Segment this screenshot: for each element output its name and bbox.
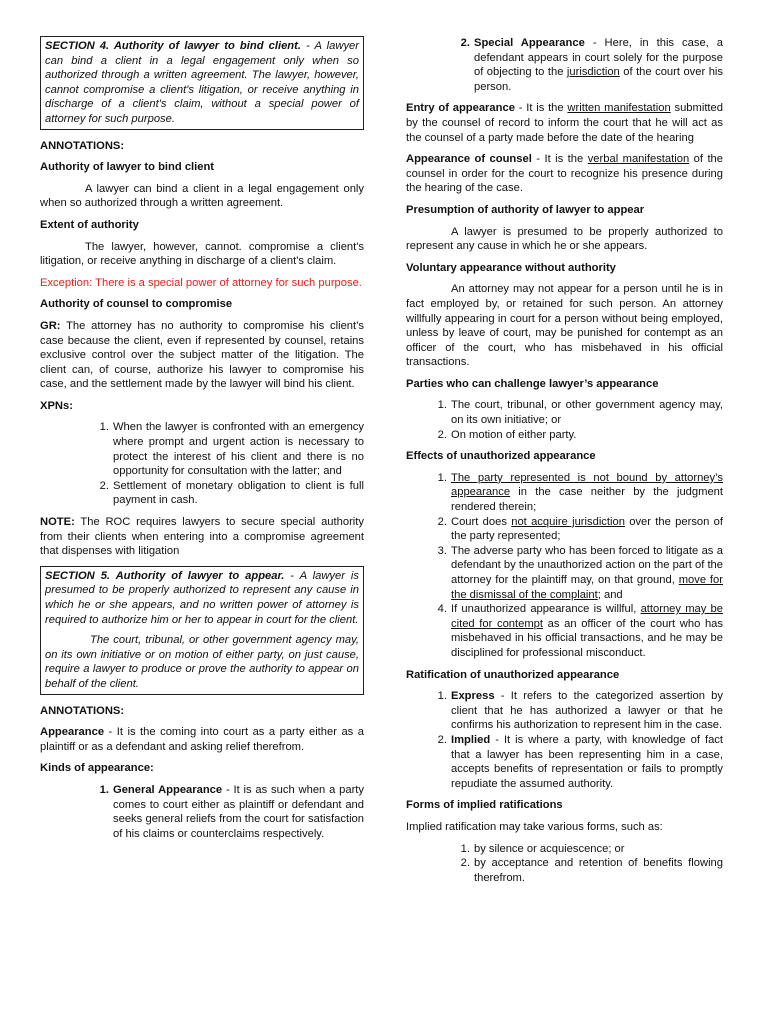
kinds-list-continued	[460, 36, 723, 94]
section-4-box	[40, 36, 364, 130]
heading-extent: Extent of authority	[40, 218, 139, 231]
list-item	[437, 471, 723, 515]
list-number: 1.	[99, 783, 109, 796]
heading-kinds: Kinds of appearance:	[40, 762, 154, 775]
kind-label: Special Appearance	[474, 37, 585, 49]
heading-parties: Parties who can challenge lawyer’s appearance	[406, 377, 659, 390]
heading-voluntary: Voluntary appearance without authority	[406, 261, 616, 274]
list-underlined: move for the dismissal of the complaint	[451, 574, 723, 601]
gr-text: The attorney has no authority to compromise his client’s case because the client, even if represented by counsel, retains exclusive control over the subject matter of the litigation. The client can, of course, authorize his lawyer to compromise his case, and the settlement made by the lawyer will bind his client.	[40, 319, 364, 391]
parties-list	[437, 398, 723, 442]
aoc-underlined: verbal manifestation	[587, 153, 690, 166]
list-item	[460, 856, 723, 885]
appearance-label: Appearance	[40, 726, 105, 739]
ratification-text: - It refers to the categorized assertion by client that he has authorized a lawyer or that he confirms his authorization to represent him in the case.	[451, 690, 723, 732]
ratification-label: Implied	[451, 733, 491, 746]
aoc-paragraph	[406, 152, 723, 196]
list-text: The adverse party who has been forced to litigate as a defendant by the unauthorized action on the part of the attorney for the plaintiff may, on that ground,	[451, 544, 723, 586]
list-number: 1.	[437, 471, 447, 484]
forms-list	[460, 842, 723, 886]
gr-label: GR:	[40, 319, 61, 332]
entry-text-end: submitted by the counsel of record to inform the court that he will act as the counsel of a party made before the date of the hearing	[406, 102, 723, 144]
list-item	[437, 733, 723, 791]
right-column	[406, 36, 723, 892]
exception-text: Exception: There is a special power of attorney for such purpose.	[40, 276, 362, 289]
heading-compromise: Authority of counsel to compromise	[40, 298, 233, 311]
ratification-list	[437, 689, 723, 791]
aoc-text: - It is the	[531, 153, 588, 166]
list-number: 2.	[460, 857, 470, 870]
section-4-text: - A lawyer can bind a client in a legal engagement only when so authorized through a written agreement. The lawyer, however, cannot compromise a client's litigation, or receive anything in discharge of a client's claim, without a special power of attorney for such purpose.	[45, 40, 359, 125]
entry-paragraph	[406, 101, 723, 145]
list-number: 1.	[437, 690, 447, 703]
list-number: 4.	[437, 603, 447, 616]
paragraph-presumption: A lawyer is presumed to be properly authorized to represent any cause in which he or she appears.	[406, 225, 723, 253]
appearance-paragraph	[40, 725, 364, 754]
left-column	[40, 36, 364, 848]
list-number: 1.	[460, 842, 470, 855]
list-text: Court does	[451, 515, 512, 528]
list-underlined: attorney may be cited for contempt	[451, 603, 723, 630]
ratification-label: Express	[451, 690, 495, 703]
list-item	[437, 398, 723, 427]
heading-bind-client: Authority of lawyer to bind client	[40, 161, 215, 174]
list-text-end: in the case neither by the judgment rendered therein;	[451, 486, 723, 514]
xpn-list	[99, 420, 364, 508]
kinds-list	[99, 783, 364, 841]
list-number: 2.	[437, 428, 447, 441]
list-number: 3.	[437, 544, 447, 557]
list-number: 2.	[437, 733, 447, 746]
paragraph-extent: The lawyer, however, cannot. compromise a client's litigation, or receive anything in discharge of a client's claim.	[40, 240, 364, 268]
note-paragraph	[40, 515, 364, 559]
heading-ratification: Ratification of unauthorized appearance	[406, 668, 620, 681]
list-item	[437, 689, 723, 733]
effects-list	[437, 471, 724, 661]
list-text-end: as an officer of the court who has misbehaved in his official transactions, and he may be disciplined for professional misconduct.	[451, 617, 724, 659]
list-number: 1.	[437, 399, 447, 412]
paragraph-voluntary: An attorney may not appear for a person until he is in fact employed by, or retained for such person. An attorney willfully appearing in court for a person without being employed, unless by leave of court, may be punished for contempt as an officer of the court, who has misbehaved in his official transactions.	[406, 283, 723, 369]
list-text: Settlement of monetary obligation to client is full payment in cash.	[113, 479, 364, 507]
list-item	[460, 36, 723, 94]
heading-presumption: Presumption of authority of lawyer to appear	[406, 203, 645, 216]
annotations-heading-2: ANNOTATIONS:	[40, 704, 125, 717]
list-number: 1.	[99, 421, 109, 434]
note-text: The ROC requires lawyers to secure special authority from their clients when entering into a compromise agreement that dispenses with litigation	[40, 516, 364, 558]
kind-text: - It is as such when a party comes to court either as plaintiff or defendant and seeks general reliefs from the court for satisfaction of his claims or counterclaims respectively.	[113, 783, 364, 840]
kind-underlined: jurisdiction	[566, 66, 620, 79]
kind-label: General Appearance	[113, 783, 223, 796]
paragraph-bind-client: A lawyer can bind a client in a legal engagement only when so authorized through a written agreement.	[40, 182, 364, 210]
heading-effects: Effects of unauthorized appearance	[406, 450, 596, 463]
list-underlined: not acquire jurisdiction	[511, 515, 625, 528]
general-rule-paragraph	[40, 319, 364, 392]
kind-text-end: of the court over his person.	[474, 66, 723, 93]
annotations-heading: ANNOTATIONS:	[40, 139, 125, 152]
entry-underlined: written manifestation	[567, 102, 671, 115]
heading-forms: Forms of implied ratifications	[406, 799, 563, 812]
list-text: by acceptance and retention of benefits flowing therefrom.	[474, 857, 723, 884]
list-number: 2.	[460, 37, 470, 49]
list-underlined: The party represented is not bound by attorney’s appearance	[451, 471, 723, 499]
kind-text: - Here, in this case, a defendant appears in court solely for the purpose of objecting to the	[474, 37, 723, 79]
list-text: When the lawyer is confronted with an emergency where prompt and urgent action is necessary to protect the interest of his client and there is no opportunity for consultation with the latter; and	[113, 421, 364, 478]
list-item	[437, 602, 724, 660]
list-item	[460, 842, 723, 857]
list-item	[99, 479, 364, 508]
list-text: If unauthorized appearance is willful,	[451, 603, 641, 616]
aoc-text-end: of the counsel in order for the court to recognize his presence during the hearing of the case.	[406, 153, 723, 195]
aoc-label: Appearance of counsel	[406, 153, 532, 166]
list-item	[437, 515, 723, 544]
list-text: The court, tribunal, or other government agency may, on its own initiative; or	[451, 399, 723, 427]
list-text-end: ; and	[597, 588, 623, 601]
section-5-box	[40, 566, 364, 695]
list-item	[99, 783, 364, 841]
list-item	[99, 420, 364, 478]
appearance-text: - It is the coming into court as a party either as a plaintiff or as a defendant and asking relief therefrom.	[40, 726, 364, 753]
ratification-text: - It is where a party, with knowledge of fact that a lawyer has been representing him in a case, accepts benefits of representation or fails to promptly repudiate the assumed authority.	[451, 733, 723, 790]
list-text: On motion of either party.	[451, 428, 577, 441]
paragraph-forms: Implied ratification may take various forms, such as:	[406, 820, 663, 833]
section-5-text: - A lawyer is presumed to be properly authorized to represent any cause in which he or she appears, and no written power of attorney is required to authorize him or her to appear in court for the client.	[45, 569, 359, 626]
note-label: NOTE:	[40, 516, 75, 529]
section-5-text-2: The court, tribunal, or other government agency may, on its own initiative or on motion of either party, on just cause, require a lawyer to produce or prove the authority to appear on behalf of the client.	[45, 634, 359, 690]
entry-label: Entry of appearance	[406, 102, 515, 115]
list-text-end: over the person of the party represented;	[451, 515, 723, 543]
section-5-title: SECTION 5. Authority of lawyer to appear.	[45, 569, 285, 582]
xpns-heading: XPNs:	[40, 399, 73, 412]
section-4-title: SECTION 4. Authority of lawyer to bind client.	[45, 40, 301, 52]
list-item	[437, 544, 723, 602]
list-text: by silence or acquiescence; or	[474, 842, 625, 855]
list-number: 2.	[99, 479, 109, 492]
entry-text: - It is the	[514, 102, 568, 115]
list-number: 2.	[437, 515, 447, 528]
list-item	[437, 428, 723, 443]
